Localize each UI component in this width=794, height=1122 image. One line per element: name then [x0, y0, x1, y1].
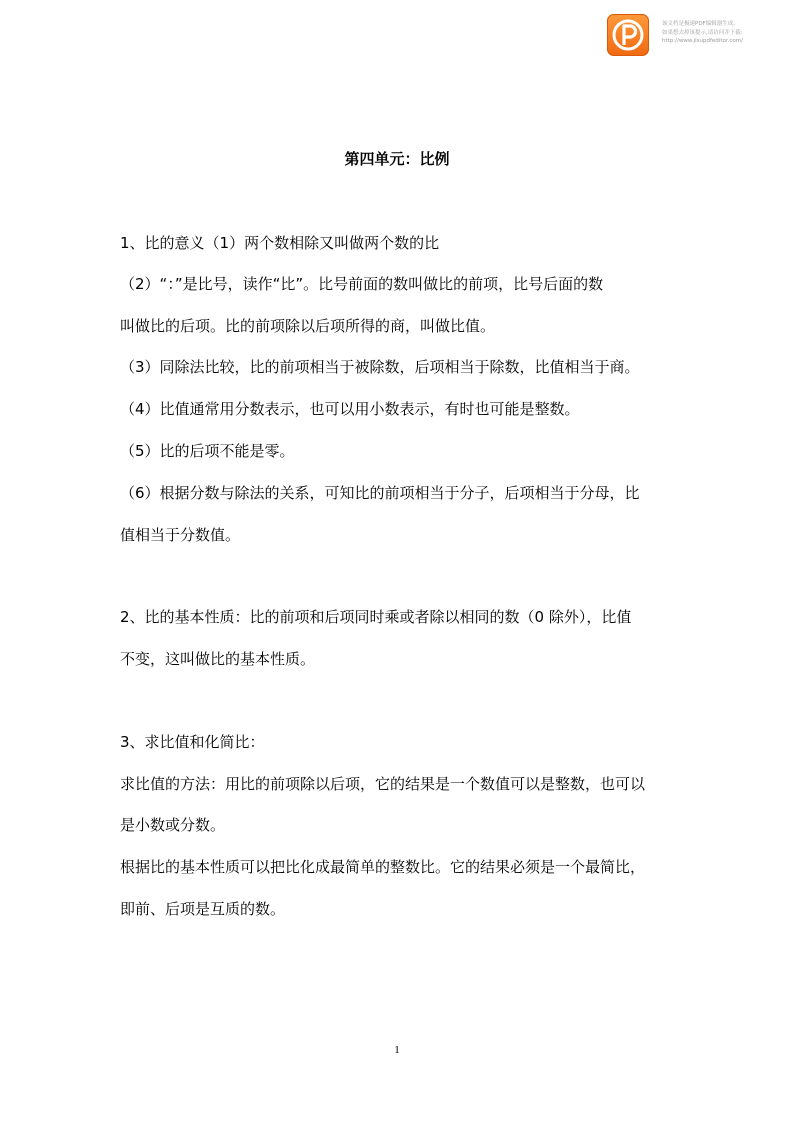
page-number: 1 [394, 1044, 400, 1056]
text-line: （6）根据分数与除法的关系，可知比的前项相当于分子，后项相当于分母，比 [120, 484, 640, 502]
watermark-link[interactable]: http://www.jisupdfeditor.com/ [662, 38, 743, 44]
pdf-editor-watermark [607, 14, 787, 58]
text-line: 1、比的意义（1）两个数相除又叫做两个数的比 [120, 234, 440, 252]
text-line: 根据比的基本性质可以把比化成最简单的整数比。它的结果必须是一个最简比， [120, 858, 646, 876]
text-line: 即前、后项是互质的数。 [120, 900, 286, 918]
text-line: 是小数或分数。 [120, 816, 226, 834]
text-line: 2、比的基本性质：比的前项和后项同时乘或者除以相同的数（0 除外），比值 [120, 608, 632, 626]
document-title: 第四单元：比例 [344, 150, 450, 168]
text-line: （3）同除法比较，比的前项相当于被除数，后项相当于除数，比值相当于商。 [120, 358, 640, 376]
text-line: 求比值的方法：用比的前项除以后项，它的结果是一个数值可以是整数，也可以 [120, 775, 646, 793]
text-line: 不变，这叫做比的基本性质。 [120, 650, 316, 668]
text-line: （2）“：”是比号，读作“比”。比号前面的数叫做比的前项，比号后面的数 [120, 275, 604, 293]
pdf-editor-p-logo-icon [607, 14, 649, 56]
text-line: （4）比值通常用分数表示，也可以用小数表示，有时也可能是整数。 [120, 400, 580, 418]
watermark-notice [662, 20, 787, 46]
watermark-line: 该文档是极速PDF编辑器生成, [662, 21, 735, 27]
watermark-line: 如果想去掉该提示,请访问并下载: [662, 29, 743, 36]
text-line: 值相当于分数值。 [120, 526, 241, 544]
text-line: （5）比的后项不能是零。 [120, 442, 295, 460]
text-line: 3、求比值和化简比： [120, 733, 265, 751]
text-line: 叫做比的后项。比的前项除以后项所得的商，叫做比值。 [120, 317, 496, 335]
